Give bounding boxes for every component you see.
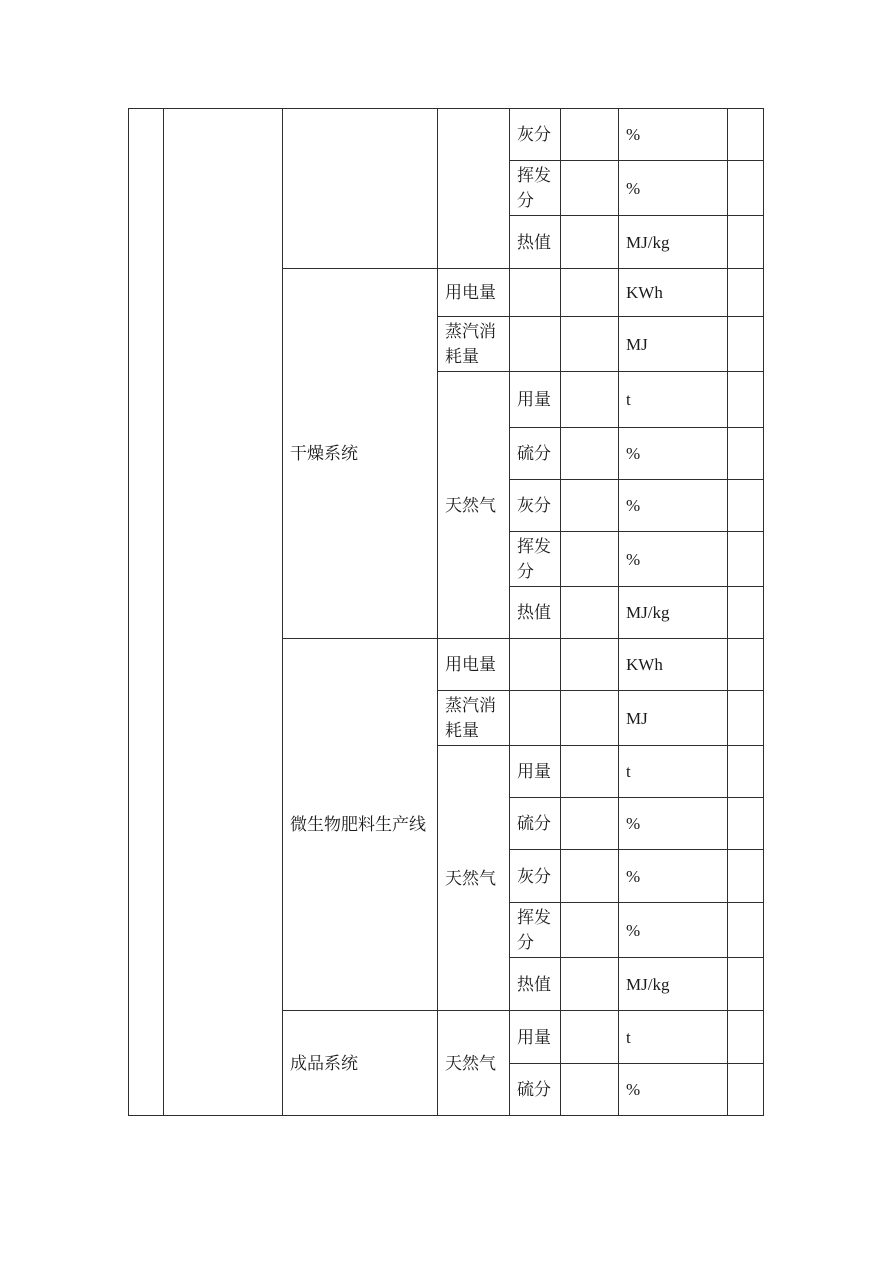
value-cell: [561, 317, 619, 372]
value-cell: [561, 269, 619, 317]
system-cell: 微生物肥料生产线: [283, 639, 438, 1011]
unit-cell: KWh: [619, 639, 728, 691]
value-cell: [561, 1011, 619, 1064]
value-cell: [561, 480, 619, 532]
param-name-cell: 挥发分: [510, 532, 561, 587]
param-name-cell: 灰分: [510, 109, 561, 161]
value-cell: [561, 428, 619, 480]
value-cell: [561, 1064, 619, 1116]
value-cell: [561, 903, 619, 958]
unit-cell: MJ: [619, 317, 728, 372]
param-name-cell: [510, 639, 561, 691]
unit-cell: MJ/kg: [619, 587, 728, 639]
param-name-cell: 灰分: [510, 480, 561, 532]
param-name-cell: 用量: [510, 372, 561, 428]
value-cell: [561, 691, 619, 746]
value-cell: [561, 161, 619, 216]
remark-cell: [728, 587, 764, 639]
remark-cell: [728, 691, 764, 746]
param-name-cell: 热值: [510, 216, 561, 269]
remark-cell: [728, 798, 764, 850]
value-cell: [561, 850, 619, 903]
param-name-cell: 热值: [510, 958, 561, 1011]
energy-type-cell: 天然气: [438, 746, 510, 1011]
value-cell: [561, 216, 619, 269]
value-cell: [561, 746, 619, 798]
unit-cell: MJ/kg: [619, 216, 728, 269]
remark-cell: [728, 161, 764, 216]
unit-cell: %: [619, 161, 728, 216]
value-cell: [561, 372, 619, 428]
energy-type-cell: 用电量: [438, 269, 510, 317]
unit-cell: t: [619, 746, 728, 798]
remark-cell: [728, 109, 764, 161]
empty-cell-col2: [164, 109, 283, 1116]
unit-cell: t: [619, 372, 728, 428]
remark-cell: [728, 903, 764, 958]
unit-cell: %: [619, 1064, 728, 1116]
value-cell: [561, 958, 619, 1011]
param-name-cell: [510, 317, 561, 372]
unit-cell: %: [619, 428, 728, 480]
empty-cell-col1: [129, 109, 164, 1116]
remark-cell: [728, 1064, 764, 1116]
table-row: [129, 109, 764, 161]
remark-cell: [728, 746, 764, 798]
unit-cell: MJ: [619, 691, 728, 746]
energy-type-cell: [438, 109, 510, 269]
unit-cell: %: [619, 903, 728, 958]
value-cell: [561, 587, 619, 639]
energy-type-cell: 用电量: [438, 639, 510, 691]
energy-type-cell: 天然气: [438, 1011, 510, 1116]
param-name-cell: 用量: [510, 1011, 561, 1064]
remark-cell: [728, 480, 764, 532]
energy-consumption-table: [128, 108, 764, 1116]
energy-type-cell: 蒸汽消耗量: [438, 317, 510, 372]
value-cell: [561, 109, 619, 161]
unit-cell: t: [619, 1011, 728, 1064]
remark-cell: [728, 850, 764, 903]
param-name-cell: [510, 269, 561, 317]
unit-cell: %: [619, 480, 728, 532]
param-name-cell: 用量: [510, 746, 561, 798]
energy-type-cell: 蒸汽消耗量: [438, 691, 510, 746]
param-name-cell: 灰分: [510, 850, 561, 903]
unit-cell: %: [619, 850, 728, 903]
value-cell: [561, 532, 619, 587]
param-name-cell: 硫分: [510, 1064, 561, 1116]
remark-cell: [728, 372, 764, 428]
param-name-cell: 硫分: [510, 798, 561, 850]
unit-cell: %: [619, 532, 728, 587]
unit-cell: KWh: [619, 269, 728, 317]
param-name-cell: 挥发分: [510, 161, 561, 216]
remark-cell: [728, 958, 764, 1011]
system-cell: 干燥系统: [283, 269, 438, 639]
system-cell: [283, 109, 438, 269]
remark-cell: [728, 216, 764, 269]
param-name-cell: 挥发分: [510, 903, 561, 958]
value-cell: [561, 798, 619, 850]
unit-cell: MJ/kg: [619, 958, 728, 1011]
remark-cell: [728, 317, 764, 372]
energy-type-cell: 天然气: [438, 372, 510, 639]
unit-cell: %: [619, 798, 728, 850]
remark-cell: [728, 532, 764, 587]
param-name-cell: 热值: [510, 587, 561, 639]
param-name-cell: [510, 691, 561, 746]
remark-cell: [728, 1011, 764, 1064]
remark-cell: [728, 639, 764, 691]
remark-cell: [728, 269, 764, 317]
param-name-cell: 硫分: [510, 428, 561, 480]
remark-cell: [728, 428, 764, 480]
unit-cell: %: [619, 109, 728, 161]
value-cell: [561, 639, 619, 691]
system-cell: 成品系统: [283, 1011, 438, 1116]
